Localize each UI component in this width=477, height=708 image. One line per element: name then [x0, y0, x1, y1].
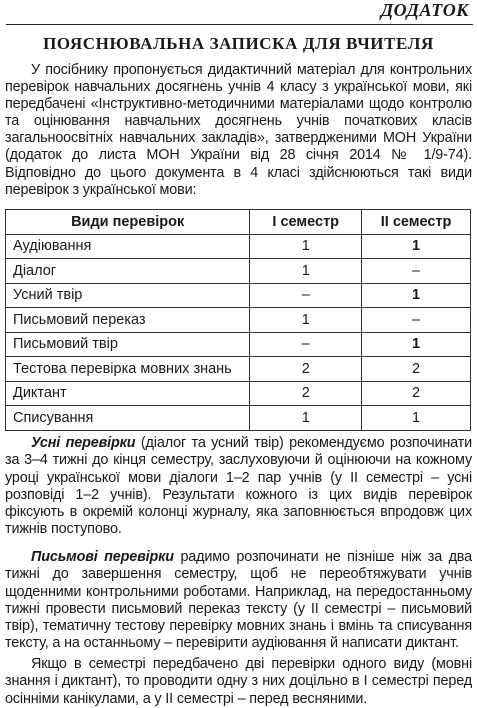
row-semester-2: 1	[362, 332, 471, 357]
table-row	[6, 406, 471, 431]
row-name: Диктант	[6, 381, 250, 406]
row-semester-2: 1	[362, 283, 471, 308]
row-semester-1: –	[250, 283, 362, 308]
row-semester-1: 1	[250, 406, 362, 431]
page-title: ПОЯСНЮВАЛЬНА ЗАПИСКА ДЛЯ ВЧИТЕЛЯ	[43, 34, 434, 53]
header-check-type: Види перевірок	[6, 210, 250, 235]
table-row	[6, 357, 471, 382]
oral-checks-text: (діалог та усний твір) рекомендуємо розпочинати за 3–4 тижні до кінця семестру, заслуховуючи й оцінюючи на кожному уроці української мови діалоги 1–2 пар учнів (у ІІ семестрі – усні розповіді 1–2 учнів). Результати кожного із цих видів перевірок фіксують в окремій колонці журналу, яка заповнюється впродовж цих тижнів поступово.	[5, 435, 472, 538]
row-name: Письмовий переказ	[6, 308, 250, 333]
written-checks-text: радимо розпочинати не пізніше ніж за два тижні до завершення семестру, щоб не переобтяжувати учнів щоденними контрольними роботами. Наприклад, на передостанньому тижні провести письмовий переказ тексту (у ІІ семестрі – письмовий твір), тематичну тестову перевірку мовних знань і вмінь та списування тексту, а на останньому – перевірити аудіювання й написати диктант.	[5, 549, 472, 652]
row-semester-2: 2	[362, 357, 471, 382]
row-semester-1: 2	[250, 381, 362, 406]
row-semester-1: 1	[250, 259, 362, 284]
row-semester-2: 1	[362, 234, 471, 259]
table-row	[6, 259, 471, 284]
row-name: Тестова перевірка мовних знань	[6, 357, 250, 382]
table-row	[6, 234, 471, 259]
row-semester-1: 1	[250, 234, 362, 259]
row-semester-2: 2	[362, 381, 471, 406]
row-name: Списування	[6, 406, 250, 431]
row-name: Письмовий твір	[6, 332, 250, 357]
row-semester-2: 1	[362, 406, 471, 431]
header-semester-1: І семестр	[250, 210, 362, 235]
checks-table	[5, 209, 471, 431]
row-semester-1: –	[250, 332, 362, 357]
header-semester-2: ІІ семестр	[362, 210, 471, 235]
row-semester-1: 2	[250, 357, 362, 382]
row-name: Діалог	[6, 259, 250, 284]
written-checks-paragraph	[5, 549, 472, 653]
oral-checks-paragraph	[5, 435, 472, 539]
row-semester-2: –	[362, 259, 471, 284]
table-row	[6, 283, 471, 308]
table-header-row	[6, 210, 471, 235]
intro-paragraph: У посібнику пропонується дидактичний матеріал для контрольних перевірок навчальних досягнень учнів 4 класу з української мови, які передбачені «Інструктивно-методичними матеріалами щодо контролю та оцінювання навчальних досягнень учнів початкових класів загальноосвітніх навчальних закладів», затвердженими МОН України (додаток до листа МОН України від 28 січня 2014 № 1/9-74). Відповідно до цього документа в 4 класі здійснюються такі види перевірок з української мови:	[5, 62, 472, 198]
table-row	[6, 308, 471, 333]
section-header: ДОДАТОК	[380, 0, 469, 20]
repeat-checks-paragraph: Якщо в семестрі передбачено дві перевірки одного виду (мовні знання і диктант), то проводити одну з них доцільно в І семестрі перед осінніми канікулами, а у ІІ семестрі – перед весняними.	[5, 656, 472, 707]
oral-checks-lead: Усні перевірки	[31, 435, 136, 451]
table-row	[6, 381, 471, 406]
row-name: Аудіювання	[6, 234, 250, 259]
table-row	[6, 332, 471, 357]
row-semester-1: 1	[250, 308, 362, 333]
row-name: Усний твір	[6, 283, 250, 308]
written-checks-lead: Письмові перевірки	[31, 549, 174, 565]
header-divider	[6, 24, 473, 25]
row-semester-2: –	[362, 308, 471, 333]
